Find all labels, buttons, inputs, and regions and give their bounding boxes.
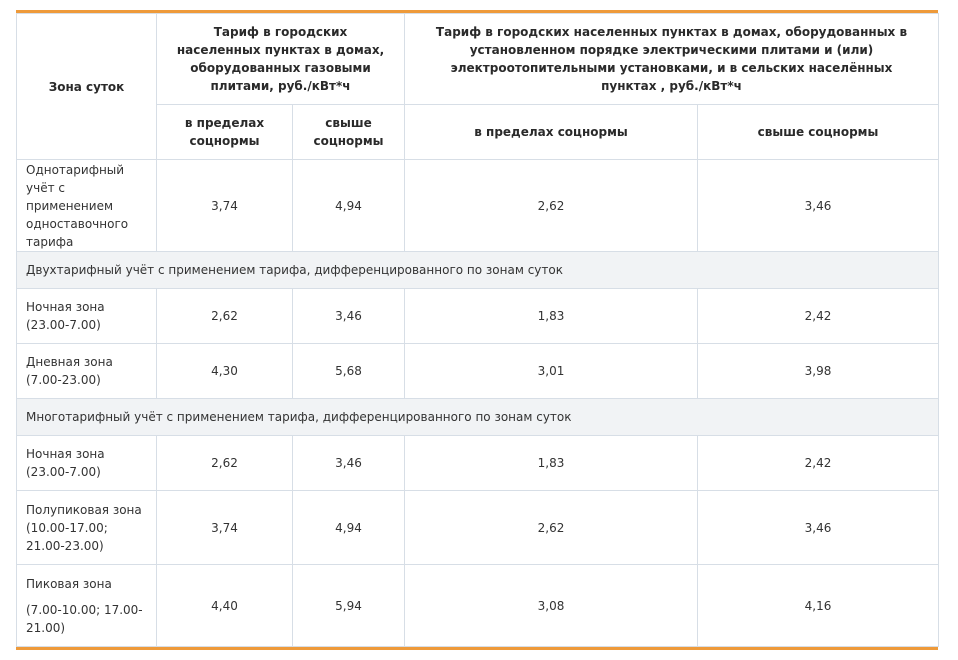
row-label-line-2: (7.00-10.00; 17.00-21.00) xyxy=(26,602,143,635)
cell-gas-above: 5,94 xyxy=(293,565,405,647)
cell-gas-within: 4,40 xyxy=(157,565,293,647)
table-row xyxy=(17,344,939,399)
cell-gas-within: 3,74 xyxy=(157,491,293,565)
header-row-1 xyxy=(17,14,939,105)
table-row xyxy=(17,565,939,647)
row-label: Однотарифный учёт с применением одноставочного тарифа xyxy=(17,160,157,252)
cell-gas-within: 2,62 xyxy=(157,289,293,344)
cell-el-within: 1,83 xyxy=(405,436,698,491)
tariff-table-container xyxy=(16,10,938,650)
section-title: Многотарифный учёт с применением тарифа, дифференцированного по зонам суток xyxy=(17,399,939,436)
cell-el-above: 3,46 xyxy=(698,491,939,565)
table-row xyxy=(17,289,939,344)
table-row xyxy=(17,436,939,491)
row-label: Полупиковая зона (10.00-17.00; 21.00-23.00) xyxy=(17,491,157,565)
header-el-within: в пределах соцнормы xyxy=(405,105,698,160)
cell-el-within: 3,01 xyxy=(405,344,698,399)
row-label: Ночная зона (23.00-7.00) xyxy=(17,289,157,344)
header-gas-group: Тариф в городских населенных пунктах в домах, оборудованных газовыми плитами, руб./кВт*ч xyxy=(157,14,405,105)
section-row-two-rate xyxy=(17,252,939,289)
row-label: Ночная зона (23.00-7.00) xyxy=(17,436,157,491)
cell-el-above: 2,42 xyxy=(698,289,939,344)
section-row-multi-rate xyxy=(17,399,939,436)
cell-gas-within: 2,62 xyxy=(157,436,293,491)
cell-gas-above: 4,94 xyxy=(293,491,405,565)
cell-gas-above: 3,46 xyxy=(293,289,405,344)
header-gas-above: свыше соцнормы xyxy=(293,105,405,160)
header-el-above: свыше соцнормы xyxy=(698,105,939,160)
cell-el-above: 2,42 xyxy=(698,436,939,491)
cell-el-within: 3,08 xyxy=(405,565,698,647)
cell-el-within: 1,83 xyxy=(405,289,698,344)
row-label-line-1: Пиковая зона xyxy=(26,576,112,591)
tariff-table xyxy=(16,13,939,647)
row-label: Дневная зона (7.00-23.00) xyxy=(17,344,157,399)
cell-el-within: 2,62 xyxy=(405,160,698,252)
header-zone: Зона суток xyxy=(17,14,157,160)
cell-el-above: 4,16 xyxy=(698,565,939,647)
header-gas-within: в пределах соцнормы xyxy=(157,105,293,160)
cell-el-within: 2,62 xyxy=(405,491,698,565)
cell-gas-within: 3,74 xyxy=(157,160,293,252)
cell-gas-above: 3,46 xyxy=(293,436,405,491)
section-title: Двухтарифный учёт с применением тарифа, дифференцированного по зонам суток xyxy=(17,252,939,289)
row-label xyxy=(17,565,157,647)
table-row-single-rate xyxy=(17,160,939,252)
cell-el-above: 3,46 xyxy=(698,160,939,252)
header-electric-group: Тариф в городских населенных пунктах в домах, оборудованных в установленном порядке электрическими плитами и (или) электроотопительными установками, и в сельских населённых пунктах , руб./кВт*ч xyxy=(405,14,939,105)
cell-gas-above: 5,68 xyxy=(293,344,405,399)
table-row xyxy=(17,491,939,565)
cell-gas-within: 4,30 xyxy=(157,344,293,399)
cell-gas-above: 4,94 xyxy=(293,160,405,252)
cell-el-above: 3,98 xyxy=(698,344,939,399)
